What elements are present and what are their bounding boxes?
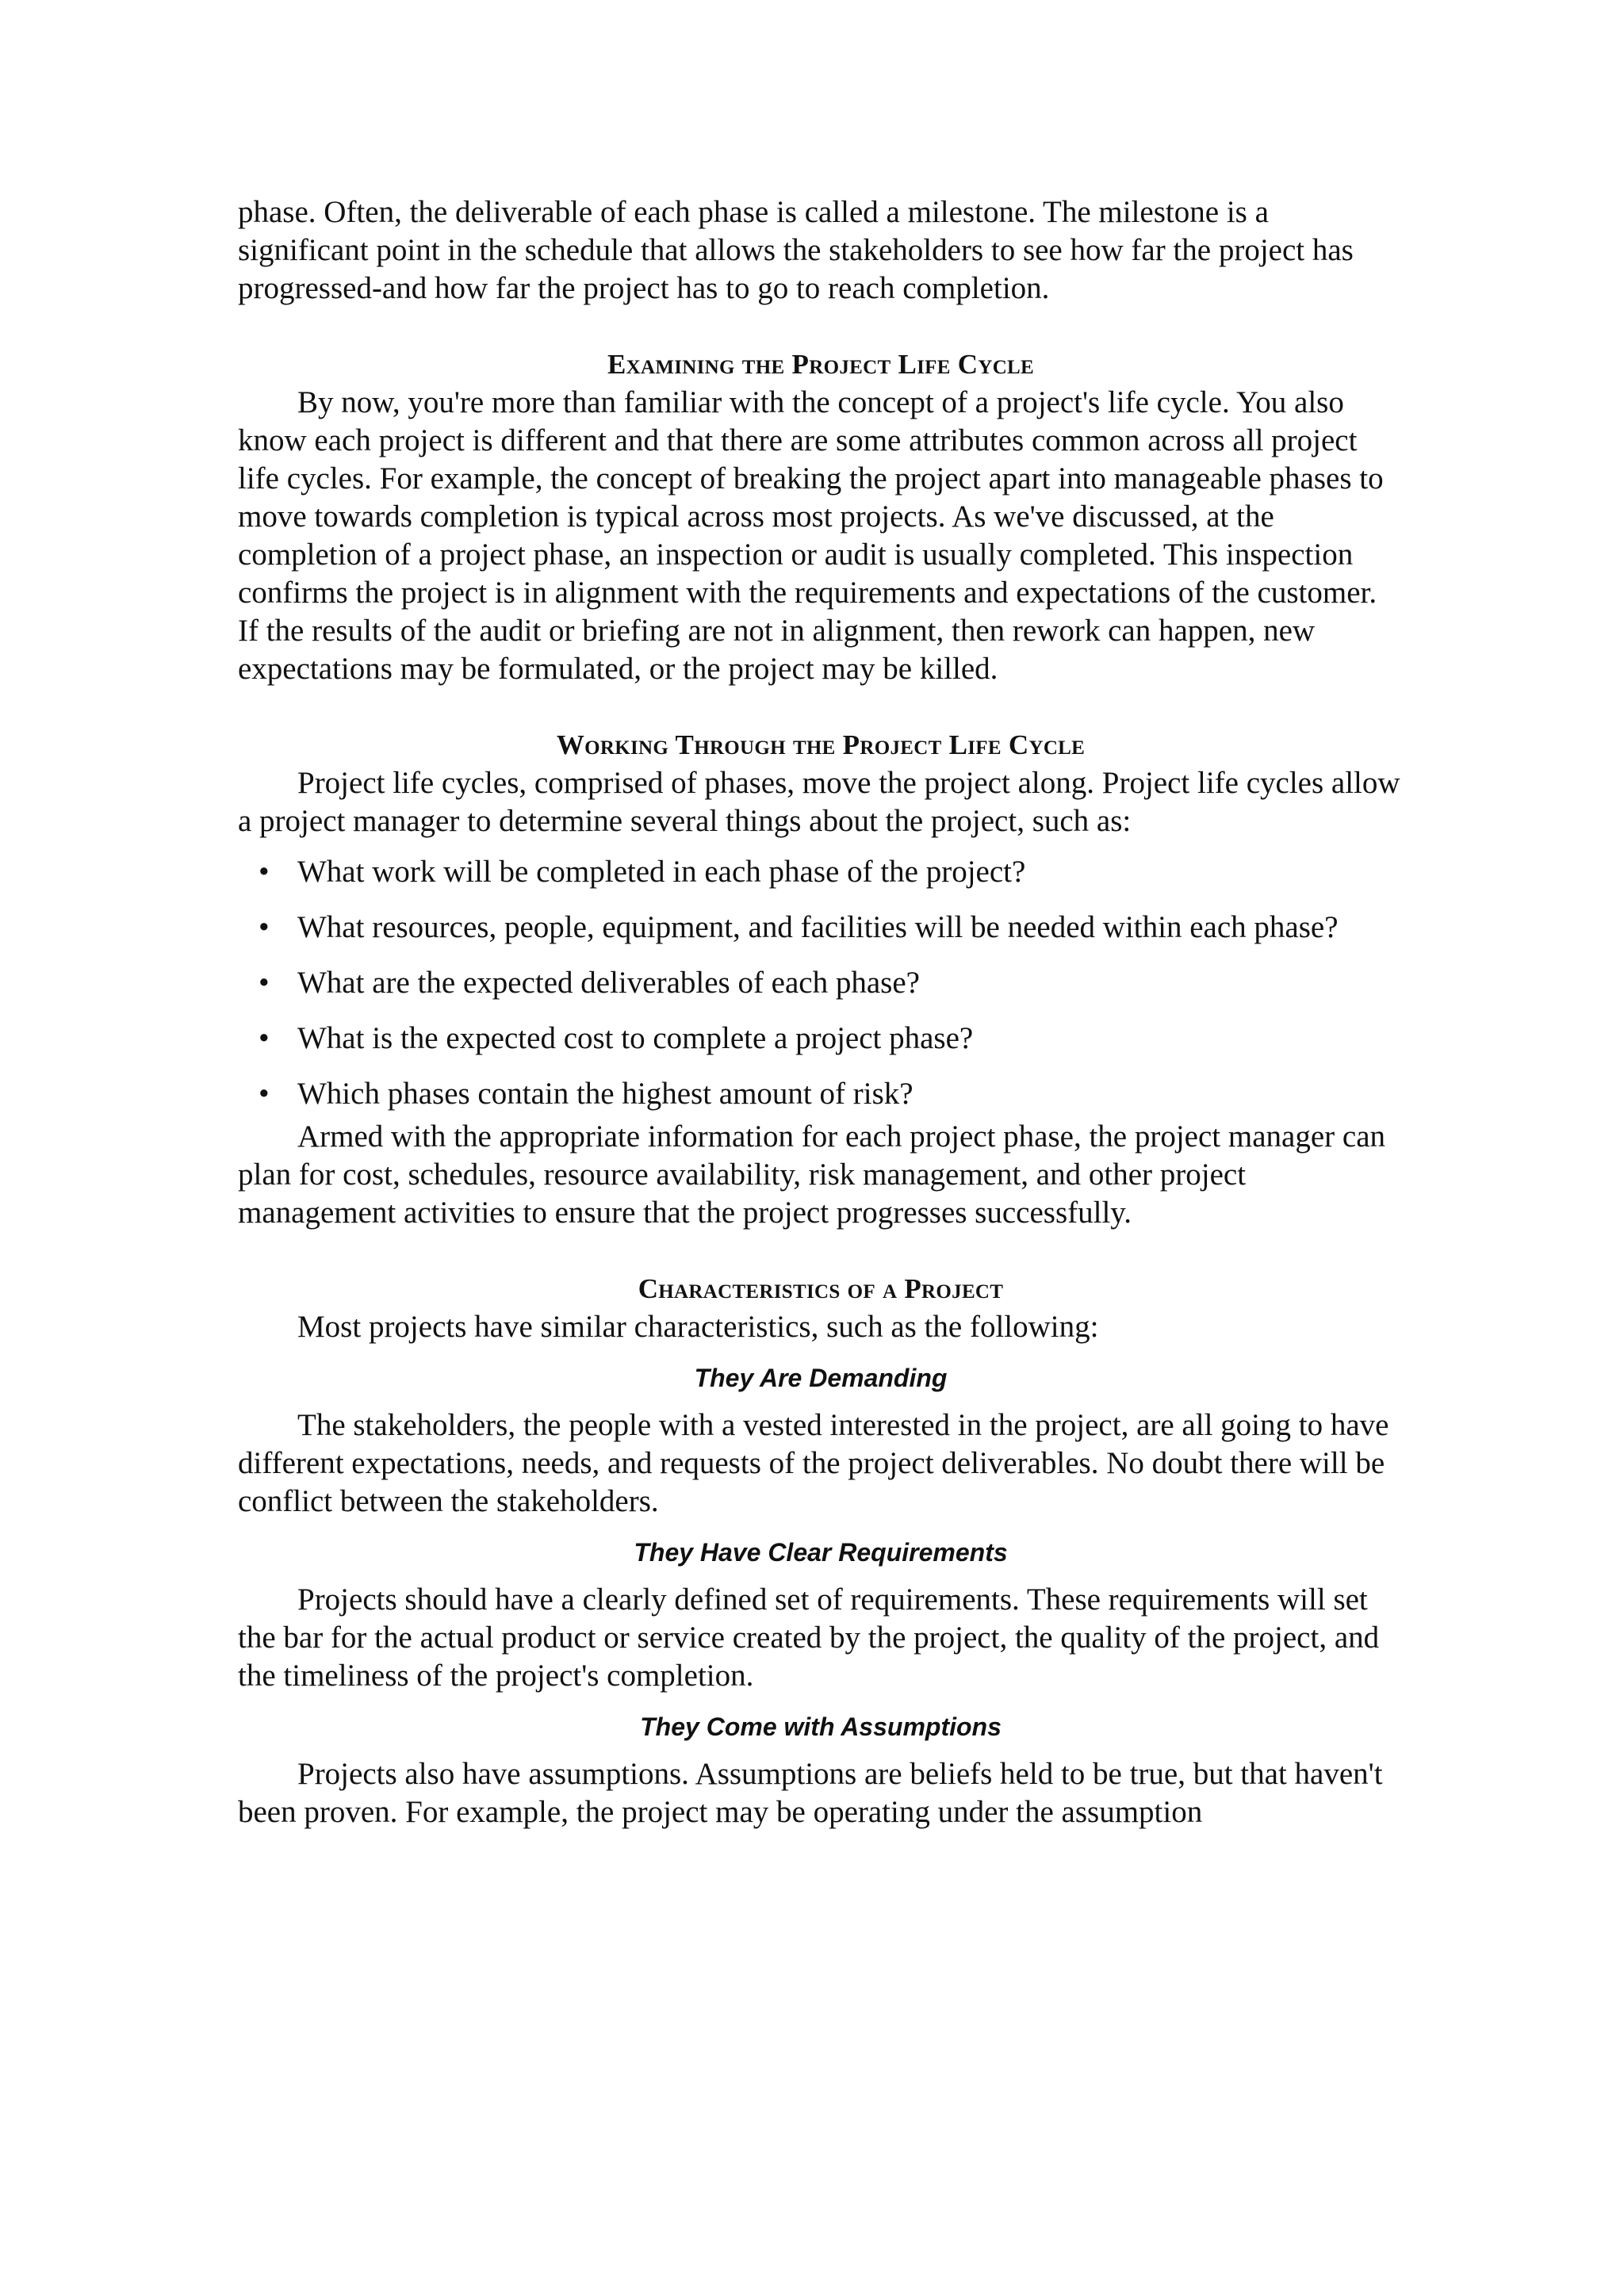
section-heading-examining: Examining the Project Life Cycle xyxy=(607,349,1034,380)
section-paragraph-examining: By now, you're more than familiar with the concept of a project's life cycle. You also know each project is different and that there are some attributes common across all project life cycles. For example, the concept of breaking the project apart into manageable phases to move towards completion is typical across most projects. As we've discussed, at the completion of a project phase, an inspection or audit is usually completed. This inspection confirms the project is in alignment with the requirements and expectations of the customer. If the results of the audit or briefing are not in alignment, then rework can happen, new expectations may be formulated, or the project may be killed. xyxy=(238,385,1384,686)
section-paragraph-working-through: Project life cycles, comprised of phases, move the project along. Project life cycles allow a project manager to determine several things about the project, such as: xyxy=(238,766,1400,838)
subsection-paragraph-requirements: Projects should have a clearly defined set of requirements. These requirements will set the bar for the actual product or service created by the project, the quality of the project, and the timeliness of the project's completion. xyxy=(238,1582,1380,1693)
subsection-heading-demanding: They Are Demanding xyxy=(694,1364,948,1392)
section-heading-working-through: Working Through the Project Life Cycle xyxy=(556,729,1086,760)
list-item xyxy=(238,1075,1404,1113)
list-item xyxy=(238,853,1404,891)
list-item-text: What resources, people, equipment, and facilities will be needed within each phase? xyxy=(297,910,1339,944)
question-list xyxy=(238,853,1404,1113)
subsection-heading-assumptions: They Come with Assumptions xyxy=(640,1712,1002,1741)
list-item xyxy=(238,964,1404,1002)
bullet-icon: • xyxy=(259,966,270,1000)
bullet-icon: • xyxy=(259,1077,270,1111)
subsection-paragraph-demanding: The stakeholders, the people with a vested interested in the project, are all going to have different expectations, needs, and requests of the project deliverables. No doubt there will be conflict between the stakeholders. xyxy=(238,1408,1389,1518)
document-page xyxy=(238,193,1404,1831)
subsection-paragraph-assumptions: Projects also have assumptions. Assumptions are beliefs held to be true, but that haven't been proven. For example, the project may be operating under the assumption xyxy=(238,1757,1383,1829)
section-intro-characteristics: Most projects have similar characteristics, such as the following: xyxy=(297,1310,1099,1344)
list-item-text: Which phases contain the highest amount of risk? xyxy=(297,1077,914,1111)
section-heading-characteristics: Characteristics of a Project xyxy=(638,1273,1004,1304)
list-item xyxy=(238,909,1404,947)
subsection-heading-requirements: They Have Clear Requirements xyxy=(634,1538,1008,1567)
list-item-text: What are the expected deliverables of each phase? xyxy=(297,966,920,1000)
section-closing-paragraph: Armed with the appropriate information for each project phase, the project manager can plan for cost, schedules, resource availability, risk management, and other project management activities to ensure that the project progresses successfully. xyxy=(238,1119,1386,1230)
list-item xyxy=(238,1020,1404,1058)
bullet-icon: • xyxy=(259,910,270,944)
list-item-text: What is the expected cost to complete a project phase? xyxy=(297,1021,974,1055)
list-item-text: What work will be completed in each phase of the project? xyxy=(297,855,1026,889)
intro-paragraph: phase. Often, the deliverable of each phase is called a milestone. The milestone is a significant point in the schedule that allows the stakeholders to see how far the project has progressed-and how far the project has to go to reach completion. xyxy=(238,195,1354,305)
bullet-icon: • xyxy=(259,1021,270,1055)
bullet-icon: • xyxy=(259,855,270,889)
